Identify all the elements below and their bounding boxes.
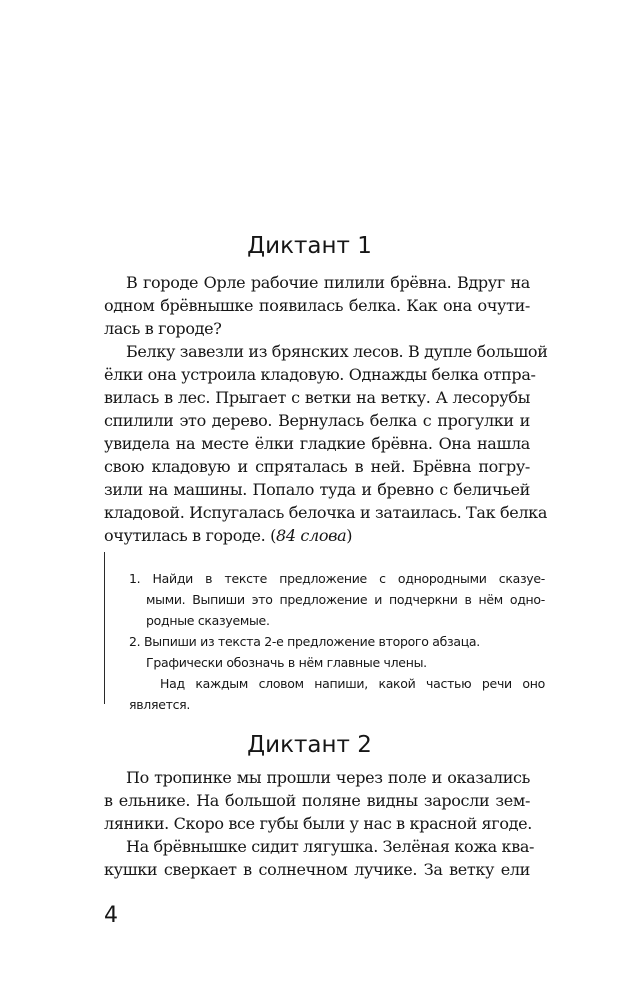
text-line: в ельнике. На большой поляне видны заросли зем- (104, 791, 530, 810)
tasks-list (129, 568, 545, 715)
text-line: лась в городе? (104, 319, 222, 338)
text-line: зили на машины. Попало туда и бревно с беличьей (104, 480, 530, 499)
task-1-line: мыми. Выпиши это предложение и подчеркни в нём одно- (146, 592, 545, 607)
task-2-note-line: Над каждым словом напиши, какой частью речи оно (160, 676, 545, 691)
text-line: кладовой. Испугалась белочка и затаилась. Так белка (104, 503, 548, 522)
last-line-text: очутилась в городе. ( (104, 526, 276, 545)
text-line: На брёвнышке сидит лягушка. Зелёная кожа ква- (126, 837, 535, 856)
dictation-1-text (104, 271, 548, 547)
text-line: ляники. Скоро все губы были у нас в красной ягоде. (104, 814, 532, 833)
text-line: спилили это дерево. Вернулась белка с прогулки и (104, 411, 530, 430)
task-2-line: 2. Выпиши из текста 2-е предложение второго абзаца. (129, 634, 480, 649)
text-line: одном брёвнышке появилась белка. Как она очути- (104, 296, 530, 315)
text-line: Белку завезли из брянских лесов. В дупле большой (126, 342, 548, 361)
tasks-box (104, 552, 545, 712)
dictation-2-title: Диктант 2 (247, 732, 372, 758)
text-line: увидела на месте ёлки гладкие брёвна. Она нашла (104, 434, 530, 453)
word-count: 84 слова (275, 526, 347, 545)
word-count-close: ) (346, 526, 353, 545)
text-line: кушки сверкает в солнечном лучике. За ветку ели (104, 860, 530, 879)
text-line: По тропинке мы прошли через поле и оказались (126, 768, 530, 787)
text-line: В городе Орле рабочие пилили брёвна. Вдруг на (126, 273, 530, 292)
text-line-last (104, 524, 530, 547)
text-line: ёлки она устроила кладовую. Однажды белка отпра- (104, 365, 536, 384)
task-2-note-line: является. (129, 697, 191, 712)
dictation-2-text (104, 766, 535, 881)
text-line: свою кладовую и спряталась в ней. Брёвна погру- (104, 457, 530, 476)
task-2-line: Графически обозначь в нём главные члены. (146, 655, 427, 670)
text-line: вилась в лес. Прыгает с ветки на ветку. А лесорубы (104, 388, 530, 407)
task-1-line: 1. Найди в тексте предложение с однородными сказуе- (129, 571, 545, 586)
dictation-1-title: Диктант 1 (247, 233, 372, 259)
page-number: 4 (104, 903, 118, 928)
task-1-line: родные сказуемые. (146, 613, 270, 628)
